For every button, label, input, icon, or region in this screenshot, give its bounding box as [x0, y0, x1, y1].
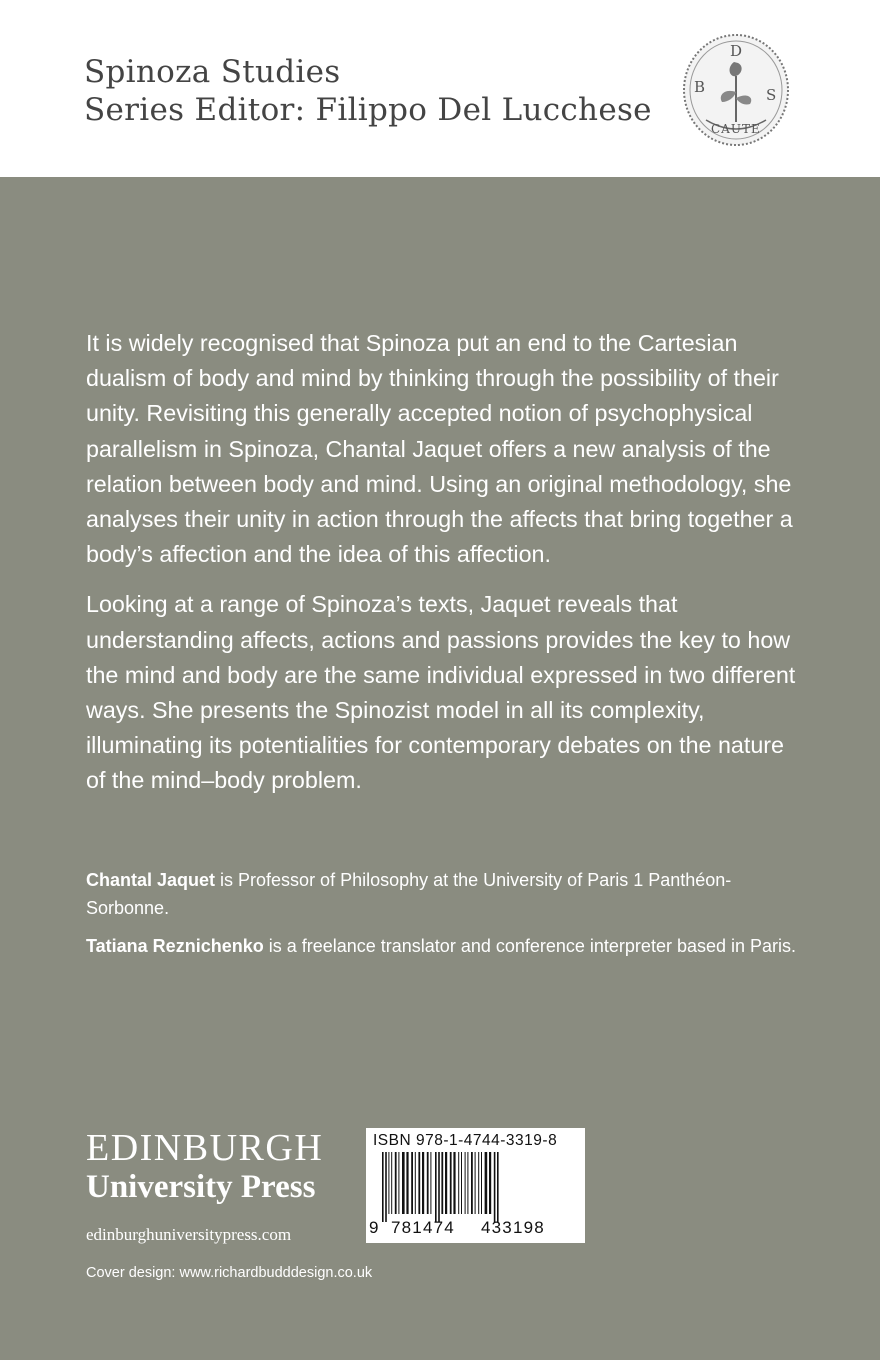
series-title: Spinoza Studies	[84, 54, 341, 90]
barcode-bar	[441, 1152, 443, 1214]
barcode-bar	[467, 1152, 468, 1214]
barcode-bar	[445, 1152, 447, 1214]
caute-seal-logo	[680, 32, 792, 148]
barcode-bar	[411, 1152, 413, 1214]
publisher-logo	[86, 1128, 323, 1250]
barcode-guard-bar	[497, 1152, 499, 1222]
barcode-bar	[478, 1152, 479, 1214]
barcode-digits-left: 781474	[391, 1218, 455, 1237]
blurb-paragraph-1: It is widely recognised that Spinoza put an end to the Cartesian dualism of body and mind by thinking through the possibility of their unity. Revisiting this generally accepted notion of psychophysical parallelism in Spinoza, Chantal Jaquet offers a new analysis of the relation between body and mind. Using an original methodology, she analyses their unity in action through the affects that bring together a body’s affection and the idea of this affection.	[86, 330, 793, 568]
barcode-guard-bar	[382, 1152, 384, 1222]
seal-letter-s: S	[766, 86, 777, 104]
blurb	[86, 326, 796, 814]
barcode-guard-bar	[438, 1152, 440, 1222]
barcode-digits-right: 433198	[481, 1218, 545, 1237]
barcode-bar	[427, 1152, 429, 1214]
author-bio	[86, 866, 796, 922]
barcode-bar	[465, 1152, 466, 1214]
barcode-bar	[458, 1152, 459, 1214]
seal-letter-d: D	[730, 42, 743, 60]
barcode-bar	[398, 1152, 399, 1214]
barcode-bar	[415, 1152, 416, 1214]
barcode-digit-first: 9	[369, 1218, 379, 1237]
author-name: Chantal Jaquet	[86, 870, 216, 890]
barcode-guard-bar	[494, 1152, 496, 1222]
series-editor: Series Editor: Filippo Del Lucchese	[84, 92, 652, 128]
seal-motto: CAUTE	[711, 122, 761, 136]
barcode-bar	[453, 1152, 455, 1214]
blurb-paragraph-2: Looking at a range of Spinoza’s texts, Jaquet reveals that understanding affects, actions and passions provides the key to how the mind and body are the same individual expressed in two different ways. She presents the Spinozist model in all its complexity, illuminating its potentialities for contemporary debates on the nature of the mind–body problem.	[86, 591, 796, 794]
isbn-barcode	[366, 1128, 585, 1243]
barcode-bar	[418, 1152, 420, 1214]
translator-bio-text: is a freelance translator and conference interpreter based in Paris.	[263, 936, 797, 956]
barcode-bar	[406, 1152, 408, 1214]
barcode-bar	[388, 1152, 389, 1214]
publisher-url: edinburghuniversitypress.com	[86, 1225, 292, 1244]
barcode-bar	[471, 1152, 473, 1214]
barcode-bar	[430, 1152, 431, 1214]
author-bio-text: is Professor of Philosophy at the University of Paris 1 Panthéon-Sorbonne.	[86, 870, 732, 918]
translator-name: Tatiana Reznichenko	[86, 936, 264, 956]
barcode-bar	[391, 1152, 392, 1214]
barcode-guard-bar	[435, 1152, 437, 1222]
barcode-bar	[422, 1152, 424, 1214]
barcode-guard-bar	[385, 1152, 387, 1222]
publisher-press: University Press	[86, 1169, 316, 1205]
barcode-bar	[475, 1152, 476, 1214]
author-bios	[86, 866, 796, 970]
seal-letter-b: B	[694, 78, 706, 96]
translator-bio	[86, 932, 796, 960]
header-band	[0, 0, 880, 177]
barcode-bar	[402, 1152, 405, 1214]
barcode-bar	[489, 1152, 491, 1214]
barcode-bar	[481, 1152, 482, 1214]
barcode-bar	[461, 1152, 462, 1214]
publisher-name: EDINBURGH	[86, 1127, 324, 1169]
barcode-bar	[395, 1152, 397, 1214]
barcode-bar	[485, 1152, 488, 1214]
barcode-bar	[450, 1152, 452, 1214]
cover-design-credit: Cover design: www.richardbudddesign.co.uk	[86, 1265, 373, 1281]
isbn-label: ISBN 978-1-4744-3319-8	[373, 1132, 558, 1149]
